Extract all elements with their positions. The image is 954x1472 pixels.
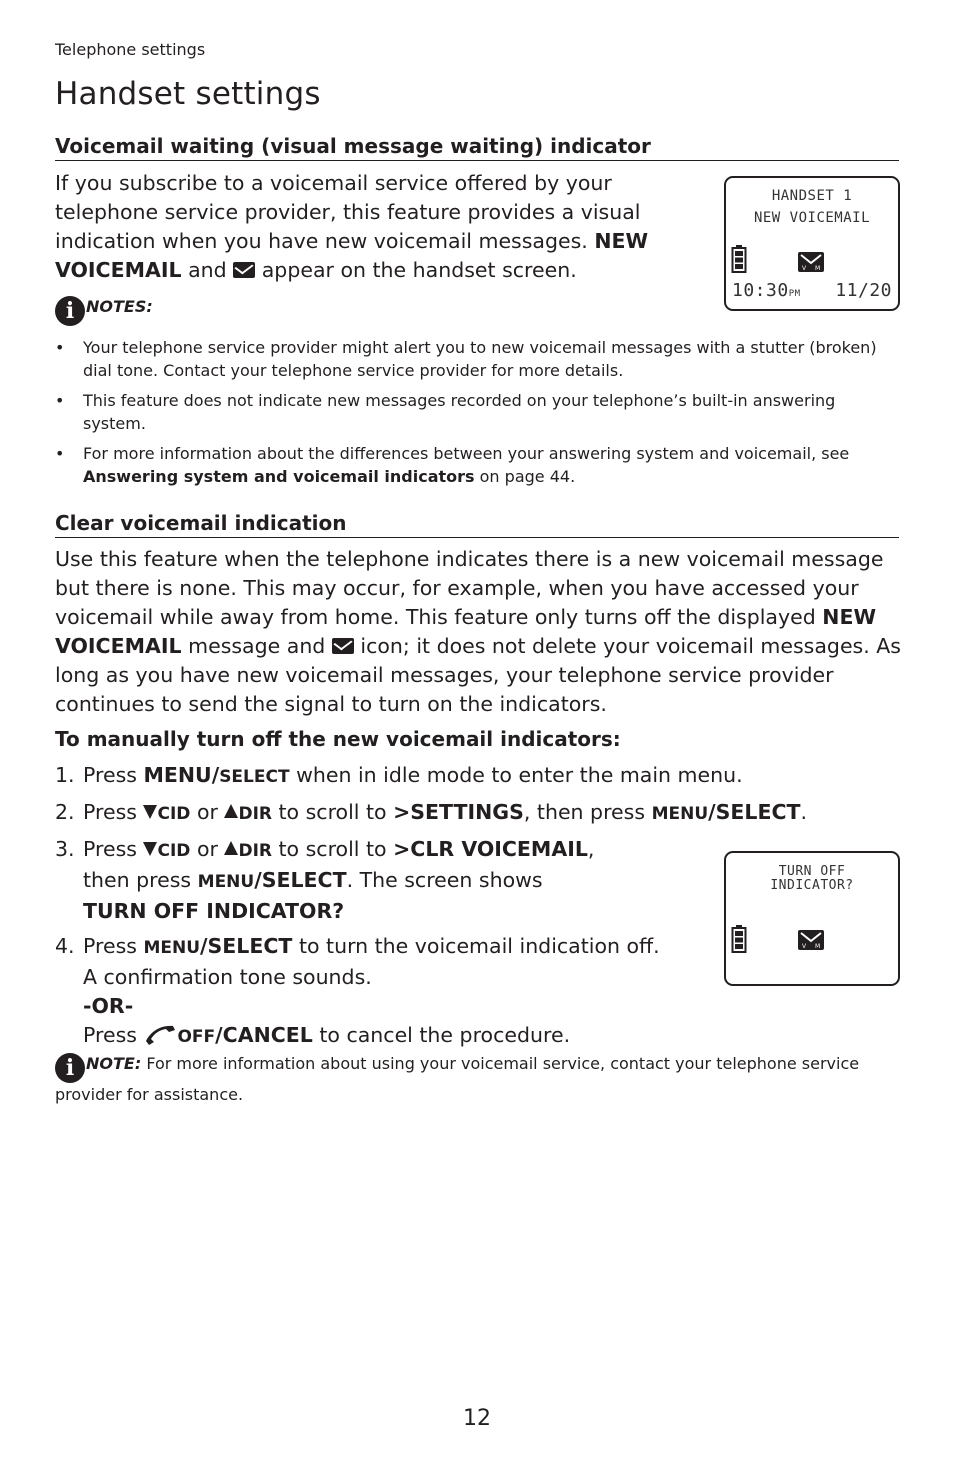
screen2-line2: INDICATOR? [770,878,854,893]
heading-clear-voicemail: Clear voicemail indication [55,511,899,538]
clear-text: Use this feature when the telephone indicates there is a new voicemail message but there is none. This may occur, for example, when you have accessed your voicemail while away from home. This feature only turns off the displayed [55,547,884,629]
notes-header [55,296,153,326]
down-arrow-icon [143,805,157,819]
intro-paragraph [55,169,685,285]
key-cancel: /CANCEL [215,1023,313,1047]
up-arrow-icon [224,841,238,855]
step-or: or [196,800,218,824]
voicemail-envelope-icon [798,252,824,272]
step-then: then press [83,868,192,892]
screen-line-new-voicemail: NEW VOICEMAIL [753,210,871,226]
screen-time [732,280,801,301]
time-value: 10:30 [732,280,789,301]
key-select: /SELECT [254,868,347,892]
final-note [55,1052,905,1106]
info-icon: i [55,1053,85,1083]
up-arrow-icon [224,804,238,818]
step-number: 2. [55,800,75,824]
step-tone: A confirmation tone sounds. [83,965,372,989]
notes-label: NOTES: [86,297,153,316]
handset-screen-new-voicemail [724,176,900,311]
note3-link-text: Answering system and voicemail indicators [83,467,475,486]
step-3 [55,835,715,926]
intro-end: appear on the handset screen. [261,258,577,282]
step-number: 3. [55,837,75,861]
voicemail-icon [233,262,255,278]
step-press: Press [83,934,137,958]
notes-list [55,336,895,495]
key-off: OFF [177,1027,216,1047]
step-shows: . The screen shows [346,868,543,892]
new-voicemail-term: NEW VOICEMAIL [55,229,649,282]
envelope-letter-m: M [815,943,821,950]
clear-new-voicemail-term: NEW VOICEMAIL [55,605,877,658]
page-number: 12 [463,1406,491,1431]
key-dir: DIR [238,841,272,861]
note3-post: on page 44. [479,467,576,486]
intro-and: and [188,258,227,282]
clear-message-and: message and [188,634,326,658]
key-cid: CID [157,841,191,861]
step-4 [55,932,715,1052]
step-scroll: to scroll to [278,800,387,824]
voicemail-envelope-icon [798,930,824,950]
note-item [55,442,895,488]
phone-handset-icon [143,1023,177,1045]
clear-text-end: icon; it does not delete your voicemail messages. As long as you have new voicemail messages, your telephone service provider continues to send the signal to turn on the indicators. [55,634,901,716]
step-press: Press [83,800,137,824]
step-comma: , [587,837,595,861]
voicemail-icon [332,638,354,654]
screen-line-handset: HANDSET 1 [771,188,853,204]
key-menu: MENU [143,938,201,958]
section-label: Telephone settings [55,40,206,59]
envelope-letter-v: V [802,943,807,950]
step-press: Press [83,1023,137,1047]
note-item: • Your telephone service provider might alert you to new voicemail messages with a stutter (broken) dial tone. Contact your telephone service provider for more details. [55,336,895,382]
info-icon: i [55,296,85,326]
heading-voicemail-indicator: Voicemail waiting (visual message waiting) indicator [55,134,899,161]
step-2 [55,798,883,829]
key-menu: MENU/ [143,763,220,787]
step-press: Press [83,837,137,861]
menu-target-settings: >SETTINGS [393,800,524,824]
step-number: 1. [55,763,75,787]
battery-icon [731,924,747,954]
step-then: , then press [523,800,646,824]
step-press: Press [83,763,137,787]
menu-target-clr-voicemail: >CLR VOICEMAIL [393,837,588,861]
instruction-heading: To manually turn off the new voicemail indicators: [55,727,621,751]
envelope-letter-m: M [815,265,821,272]
key-select: SELECT [219,767,290,787]
step-end: . [800,800,808,824]
key-cid: CID [157,804,191,824]
down-arrow-icon [143,842,157,856]
step-or-alt: -OR- [83,994,134,1018]
screen-text-turn-off: TURN OFF INDICATOR? [83,899,345,923]
handset-screen-turn-off [724,851,900,986]
key-dir: DIR [238,804,272,824]
step-scroll: to scroll to [278,837,387,861]
note-label: NOTE: [86,1054,142,1073]
step-1 [55,761,883,792]
envelope-letter-v: V [802,265,807,272]
page-title: Handset settings [55,76,321,112]
step-text: when in idle mode to enter the main menu. [296,763,743,787]
time-ampm: PM [788,289,801,299]
steps-list [55,761,808,1058]
key-menu: MENU [651,804,709,824]
battery-icon [731,244,747,274]
note3-pre: For more information about the differences between your answering system and voicemail, see [83,444,850,463]
step-number: 4. [55,934,75,958]
key-menu: MENU [197,872,255,892]
screen2-line1: TURN OFF [778,864,846,879]
step-or: or [196,837,218,861]
clear-paragraph [55,545,903,719]
intro-text: If you subscribe to a voicemail service offered by your telephone service provider, this feature provides a visual indication when you have new voicemail messages. [55,171,641,253]
key-select: /SELECT [200,934,293,958]
note-text: For more information about using your voicemail service, contact your telephone service provider for assistance. [55,1054,860,1104]
step-text: to turn the voicemail indication off. [298,934,660,958]
note-item: • This feature does not indicate new messages recorded on your telephone’s built-in answering system. [55,389,895,435]
step-text: to cancel the procedure. [319,1023,571,1047]
screen-date: 11/20 [835,280,892,301]
key-select: /SELECT [708,800,801,824]
